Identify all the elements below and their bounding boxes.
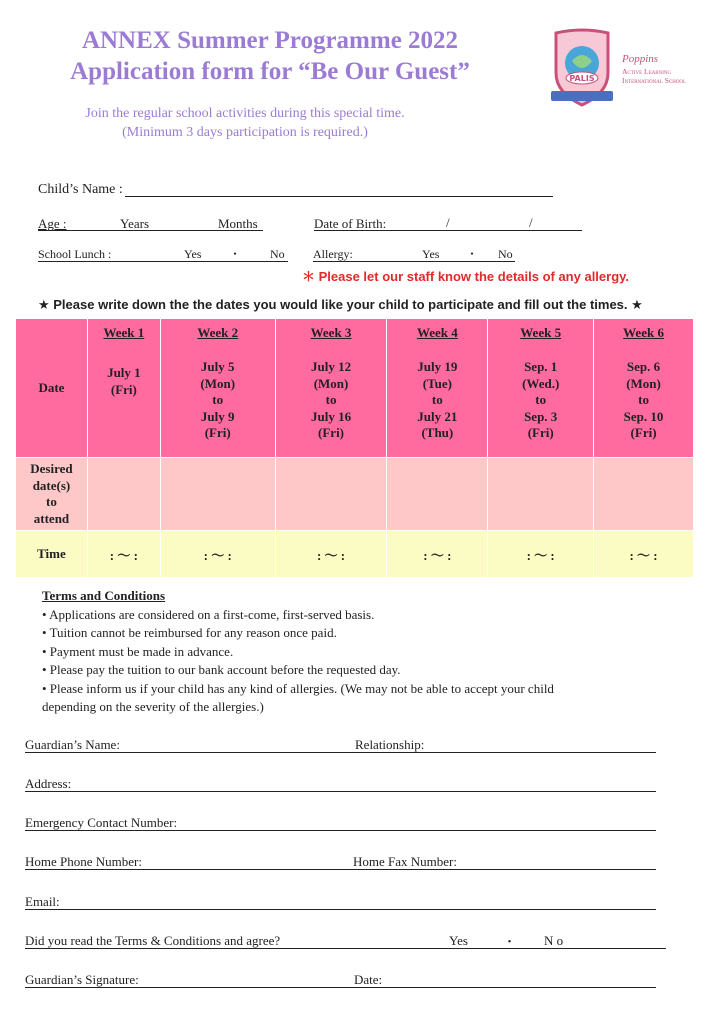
age-label: Age :	[38, 216, 67, 231]
week-2-label: Week 2	[197, 325, 239, 340]
week-2-date-line: to	[212, 392, 224, 407]
week-6-date-line: to	[638, 392, 649, 407]
week-4-date-line: to	[431, 392, 443, 407]
time-range-placeholder: : 〜 :	[526, 547, 555, 563]
week-5-date-line: Sep. 1	[524, 359, 558, 374]
home-fax-label: Home Fax Number:	[353, 854, 457, 869]
terms-section	[42, 587, 662, 717]
desired-week-3-input[interactable]	[275, 458, 387, 531]
time-week-6-input[interactable]	[594, 531, 694, 578]
time-week-5-input[interactable]	[488, 531, 594, 578]
time-range-placeholder: : 〜 :	[316, 547, 346, 563]
lunch-no-option[interactable]: No	[270, 247, 285, 261]
brand-line3: International School	[622, 76, 687, 85]
time-range-placeholder: : 〜 :	[423, 547, 452, 563]
months-label: Months	[218, 216, 258, 231]
terms-item: • Payment must be made in advance.	[42, 643, 234, 659]
time-range-placeholder: : 〜 :	[203, 547, 232, 563]
week-1-date-line: (Fri)	[110, 381, 137, 397]
child-name-label: Child’s Name :	[38, 182, 123, 197]
emergency-contact-field[interactable]	[25, 830, 656, 831]
terms-heading: Terms and Conditions	[42, 588, 166, 603]
allergy-warning: ＊ Please let our staff know the details of any allergy.	[302, 269, 630, 284]
terms-item: depending on the severity of the allergies.)	[42, 699, 264, 714]
week-6-date-line: Sep. 10	[623, 408, 664, 424]
email-field[interactable]	[25, 909, 656, 910]
relationship-label: Relationship:	[355, 737, 425, 752]
agree-yes-option[interactable]: Yes	[449, 933, 468, 948]
form-title-line1: ANNEX Summer Programme 2022	[81, 27, 459, 54]
date-row	[16, 319, 694, 458]
dob-separator-2: /	[529, 215, 533, 230]
email-label: Email:	[25, 894, 60, 909]
week-4-label: Week 4	[416, 325, 458, 340]
week-6-date-line: (Mon)	[626, 375, 661, 391]
school-lunch-label: School Lunch :	[38, 247, 112, 261]
week-1-label: Week 1	[103, 325, 145, 340]
week-3-date-line: July 12	[310, 359, 352, 374]
desired-week-6-input[interactable]	[594, 458, 694, 531]
time-week-2-input[interactable]	[160, 531, 275, 578]
lunch-yes-option[interactable]: Yes	[184, 247, 202, 261]
desired-week-5-input[interactable]	[488, 458, 594, 531]
desired-week-2-input[interactable]	[160, 458, 275, 531]
lunch-separator: ・	[229, 247, 242, 261]
week-5-date-line: to	[535, 392, 547, 407]
week-5-label: Week 5	[520, 325, 562, 340]
terms-item: • Applications are considered on a first-come, first-served basis.	[42, 606, 375, 622]
week-4-date-line: July 19	[417, 359, 458, 374]
week-6-date-line: (Fri)	[630, 425, 657, 440]
address-field[interactable]	[25, 791, 656, 792]
time-header-cell	[16, 531, 88, 578]
desired-label-line: attend	[33, 510, 70, 526]
terms-item: • Please inform us if your child has any kind of allergies. (We may not be able to accept your child	[42, 680, 554, 696]
date-header-cell	[16, 319, 88, 458]
form-title-line2: Application form for “Be Our Guest”	[70, 58, 470, 85]
week-2-date-line: (Mon)	[200, 375, 236, 391]
crest-text: PALIS	[569, 74, 595, 83]
week-6-date-line: Sep. 6	[626, 359, 661, 374]
week-4-cell	[387, 319, 488, 458]
week-1-cell	[87, 319, 160, 458]
terms-item: • Please pay the tuition to our bank account before the requested day.	[42, 662, 401, 677]
date-header-label: Date	[38, 380, 65, 395]
guardian-name-field[interactable]	[25, 752, 656, 753]
week-5-date-line: Sep. 3	[524, 408, 558, 424]
week-3-date-line: (Fri)	[318, 425, 345, 440]
brand-name: Poppins	[622, 53, 659, 65]
time-row	[16, 531, 694, 578]
week-4-date-line: (Tue)	[422, 375, 452, 391]
week-1-date-line: July 1	[107, 365, 141, 380]
brand-line2: Active Learning	[622, 67, 672, 76]
week-5-cell	[488, 319, 594, 458]
school-lunch-field	[38, 261, 288, 262]
time-week-1-input[interactable]	[87, 531, 160, 578]
schedule-table	[15, 318, 694, 578]
allergy-no-option[interactable]: No	[498, 247, 513, 261]
agree-separator: ・	[503, 934, 517, 949]
week-3-label: Week 3	[310, 325, 352, 340]
week-5-date-line: (Wed.)	[522, 375, 560, 391]
form-subtitle-line2: (Minimum 3 days participation is required.)	[122, 125, 368, 140]
desired-label-line: date(s)	[32, 477, 71, 493]
agree-field	[25, 948, 666, 949]
form-subtitle-line1: Join the regular school activities during this special time.	[85, 106, 405, 121]
desired-week-1-input[interactable]	[87, 458, 160, 531]
dob-separator-1: /	[446, 215, 450, 230]
allergy-yes-option[interactable]: Yes	[422, 247, 440, 261]
week-3-date-line: to	[325, 392, 337, 407]
child-name-field[interactable]	[125, 196, 553, 197]
allergy-label: Allergy:	[313, 247, 353, 261]
signature-field[interactable]	[25, 987, 656, 988]
week-2-date-line: July 5	[200, 359, 235, 374]
week-2-cell	[160, 319, 275, 458]
school-logo	[548, 25, 700, 111]
week-3-date-line: July 16	[310, 408, 352, 424]
time-week-3-input[interactable]	[275, 531, 387, 578]
week-6-label: Week 6	[623, 325, 664, 340]
home-phone-field[interactable]	[25, 869, 656, 870]
week-2-date-line: (Fri)	[204, 425, 231, 440]
week-5-date-line: (Fri)	[527, 425, 554, 440]
agree-question: Did you read the Terms & Conditions and agree?	[25, 933, 281, 948]
time-week-4-input[interactable]	[387, 531, 488, 578]
agree-no-option[interactable]: N o	[544, 933, 564, 948]
dates-instruction: ★ Please write down the the dates you would like your child to participate and fill out the times. ★	[38, 297, 643, 312]
week-3-cell	[275, 319, 387, 458]
years-label: Years	[120, 216, 150, 231]
desired-label-line: to	[46, 494, 57, 509]
week-4-date-line: July 21	[417, 408, 458, 424]
time-range-placeholder: : 〜 :	[629, 547, 658, 563]
desired-label-line: Desired	[30, 461, 73, 476]
week-2-date-line: July 9	[200, 408, 235, 424]
desired-week-4-input[interactable]	[387, 458, 488, 531]
week-4-date-line: (Thu)	[421, 425, 454, 440]
desired-dates-header-cell	[16, 458, 88, 531]
address-label: Address:	[25, 776, 72, 791]
desired-dates-row	[16, 458, 694, 531]
allergy-field	[313, 261, 515, 262]
signature-label: Guardian’s Signature:	[25, 972, 139, 987]
emergency-contact-label: Emergency Contact Number:	[25, 815, 178, 830]
time-range-placeholder: : 〜 :	[109, 547, 138, 563]
guardian-name-label: Guardian’s Name:	[25, 737, 120, 752]
dob-label: Date of Birth:	[314, 216, 387, 231]
allergy-separator: ・	[466, 247, 479, 261]
week-3-date-line: (Mon)	[313, 375, 349, 391]
week-6-cell	[594, 319, 694, 458]
time-header-label: Time	[37, 546, 66, 561]
signature-date-label: Date:	[354, 972, 383, 987]
terms-item: • Tuition cannot be reimbursed for any reason once paid.	[42, 625, 337, 640]
home-phone-label: Home Phone Number:	[25, 854, 142, 869]
